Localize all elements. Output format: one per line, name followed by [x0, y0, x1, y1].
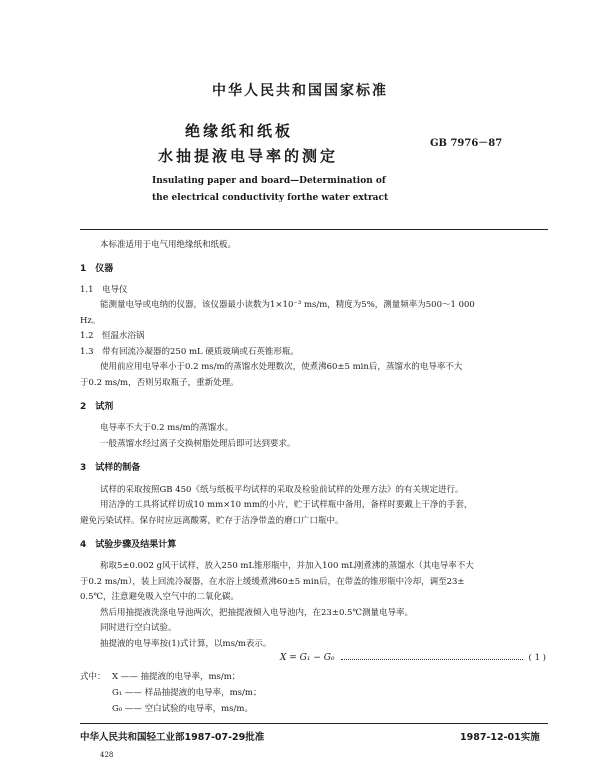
section-3-text-a: 试样的采取按照GB 450《纸与纸板平均试样的采取及检验前试样的处理方法》的有关规定进行。	[100, 485, 464, 495]
variable-g0-definition: G₀ —— 空白试验的电导率，ms/m。	[112, 704, 253, 714]
where-prefix: 式中：	[80, 672, 106, 682]
clause-1-3-text-a: 使用前应用电导率小于0.2 ms/m的蒸馏水处理数次，使煮沸60±5 min后，蒸馏水的电导率不大	[100, 362, 463, 372]
approval-line: 中华人民共和国轻工业部1987-07-29批准	[80, 732, 265, 743]
section-4-heading: 4 试验步骤及结果计算	[80, 540, 177, 550]
title-line-1: 绝缘纸和纸板	[185, 122, 294, 140]
formula-number: ( 1 )	[528, 653, 546, 663]
formula: X = G₁ − G₀	[280, 653, 335, 663]
clause-1-1-text-a: 能测量电导或电纳的仪器，该仪器最小读数为1×10⁻³ ms/m，精度为5%，测量频率为500～1 000	[100, 300, 475, 310]
section-1-heading: 1 仪器	[80, 264, 114, 274]
section-2-heading: 2 试剂	[80, 402, 114, 412]
section-2-text-b: 一般蒸馏水经过离子交换树脂处理后即可达到要求。	[100, 439, 296, 449]
section-4-text-f: 抽提液的电导率按(1)式计算，以ms/m表示。	[100, 639, 272, 649]
section-3-heading: 3 试样的制备	[80, 463, 141, 473]
footer-divider	[80, 723, 548, 724]
clause-1-3: 1.3 带有回流冷凝器的250 mL 硬质玻璃或石英锥形瓶。	[80, 347, 299, 357]
formula-leader-dots	[341, 659, 523, 660]
scope-text: 本标准适用于电气用绝缘纸和纸板。	[100, 240, 237, 250]
section-4-text-a: 称取5±0.002 g风干试样，放入250 mL锥形瓶中，并加入100 mL刚煮沸的蒸馏水（其电导率不大	[100, 561, 474, 571]
clause-1-1: 1.1 电导仪	[80, 285, 128, 295]
english-title-line-1: Insulating paper and board—Determination of	[152, 176, 386, 186]
implementation-line: 1987-12-01实施	[460, 732, 540, 743]
section-4-text-b: 于0.2 ms/m），装上回流冷凝器，在水浴上缓缓煮沸60±5 min后，在带盖的锥形瓶中冷却，调至23±	[80, 577, 465, 587]
section-4-text-c: 0.5℃，注意避免吸入空气中的二氧化碳。	[80, 592, 240, 602]
clause-1-2: 1.2 恒温水浴锅	[80, 331, 145, 341]
variable-x-definition: X —— 抽提液的电导率，ms/m；	[112, 672, 241, 682]
section-2-text-a: 电导率不大于0.2 ms/m的蒸馏水。	[100, 423, 234, 433]
english-title-line-2: the electrical conductivity forthe water extract	[152, 193, 389, 203]
header-divider	[80, 229, 548, 230]
section-3-text-b: 用洁净的工具将试样切成10 mm×10 mm的小片，贮于试样瓶中备用，备样时要戴上干净的手套，	[100, 500, 473, 510]
section-3-text-c: 避免污染试样。保存时应远离酸雾，贮存于洁净带盖的磨口广口瓶中。	[80, 516, 344, 526]
clause-1-1-text-b: Hz。	[80, 316, 101, 326]
standard-number: GB 7976－87	[430, 138, 503, 149]
variable-g1-definition: G₁ —— 样品抽提液的电导率，ms/m；	[112, 688, 262, 698]
national-standard-heading: 中华人民共和国国家标准	[212, 83, 388, 99]
title-line-2: 水抽提液电导率的测定	[158, 147, 339, 165]
clause-1-3-text-b: 于0.2 ms/m，否则另取瓶子，重新处理。	[80, 378, 239, 388]
section-4-text-d: 然后用抽提液洗涤电导池两次，把抽提液倾入电导池内，在23±0.5℃测量电导率。	[100, 608, 413, 618]
section-4-text-e: 同时进行空白试验。	[100, 623, 177, 633]
formula-line	[280, 653, 546, 663]
page-number: 428	[100, 751, 114, 759]
